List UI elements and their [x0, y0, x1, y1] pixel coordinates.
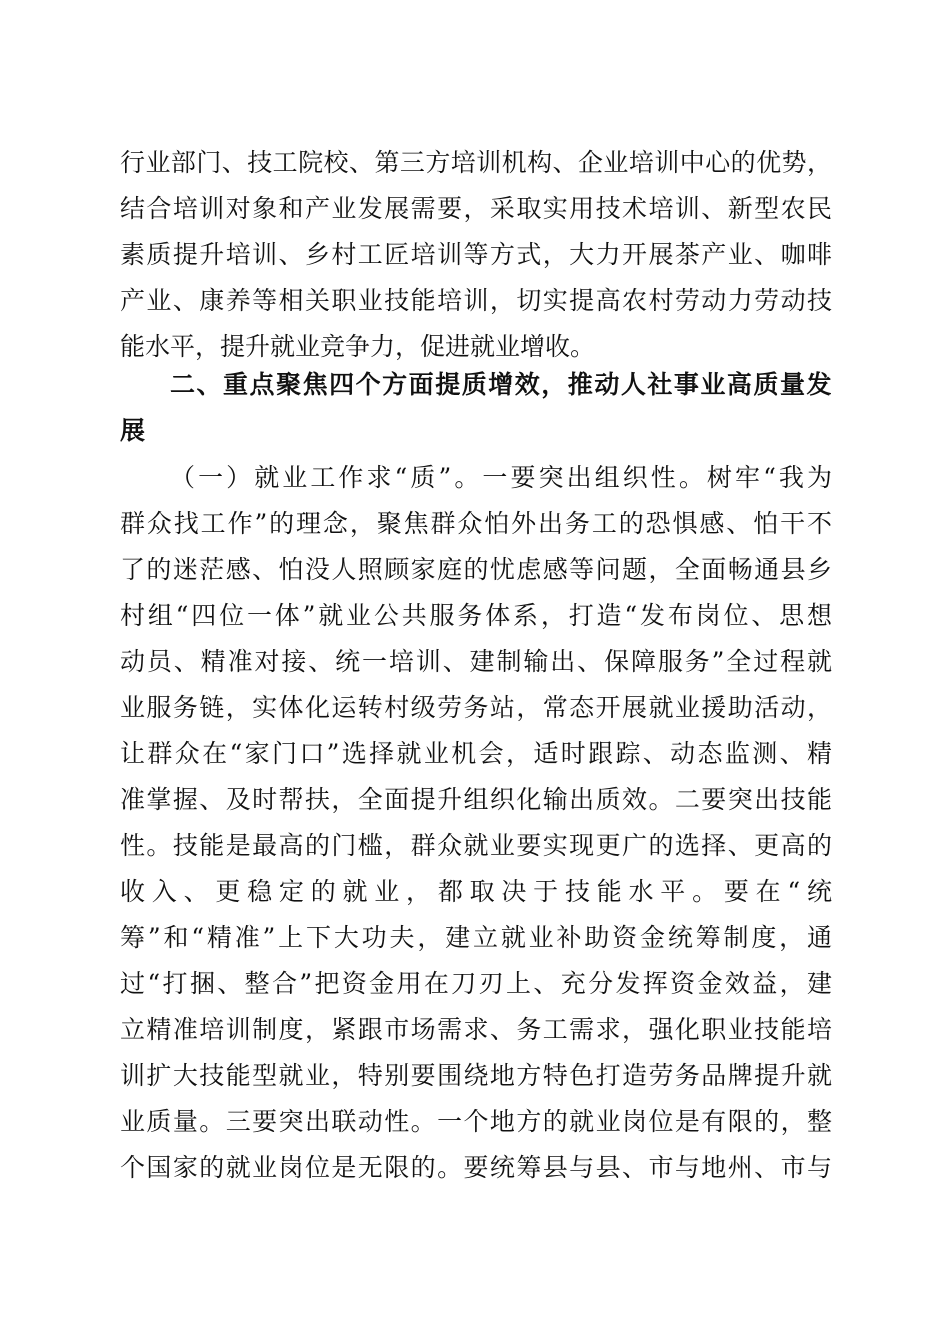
paragraph-line: 行业部门、技工院校、第三方培训机构、企业培训中心的优势，	[120, 148, 832, 177]
paragraph-line: 业质量。三要突出联动性。一个地方的就业岗位是有限的，整	[120, 1107, 832, 1136]
paragraph-line: 村组“四位一体”就业公共服务体系，打造“发布岗位、思想	[120, 601, 832, 630]
paragraph-line: 收入、更稳定的就业，都取决于技能水平。要在“统	[120, 877, 832, 906]
paragraph-line: （一）就业工作求“质”。一要突出组织性。树牢“我为	[170, 463, 832, 492]
paragraph-line: 了的迷茫感、怕没人照顾家庭的忧虑感等问题，全面畅通县乡	[120, 555, 832, 584]
paragraph-line: 筹”和“精准”上下大功夫，建立就业补助资金统筹制度，通	[120, 923, 832, 952]
paragraph-training	[120, 140, 832, 370]
paragraph-line: 训扩大技能型就业，特别要围绕地方特色打造劳务品牌提升就	[120, 1061, 832, 1090]
paragraph-line: 能水平，提升就业竞争力，促进就业增收。	[120, 332, 596, 361]
paragraph-line: 准掌握、及时帮扶，全面提升组织化输出质效。二要突出技能	[120, 785, 832, 814]
paragraph-line: 群众找工作”的理念，聚焦群众怕外出务工的恐惧感、怕干不	[120, 509, 832, 538]
section-heading	[120, 362, 832, 454]
heading-line: 二、重点聚焦四个方面提质增效，推动人社事业高质量发	[170, 370, 832, 399]
paragraph-line: 产业、康养等相关职业技能培训，切实提高农村劳动力劳动技	[120, 286, 832, 315]
paragraph-line: 个国家的就业岗位是无限的。要统筹县与县、市与地州、市与	[120, 1153, 832, 1182]
paragraph-line: 动员、精准对接、统一培训、建制输出、保障服务”全过程就	[120, 647, 832, 676]
paragraph-line: 素质提升培训、乡村工匠培训等方式，大力开展茶产业、咖啡	[120, 240, 832, 269]
heading-line: 展	[120, 416, 146, 445]
paragraph-line: 性。技能是最高的门槛，群众就业要实现更广的选择、更高的	[120, 831, 832, 860]
paragraph-employment	[120, 455, 832, 1191]
paragraph-line: 让群众在“家门口”选择就业机会，适时跟踪、动态监测、精	[120, 739, 832, 768]
paragraph-line: 立精准培训制度，紧跟市场需求、务工需求，强化职业技能培	[120, 1015, 832, 1044]
paragraph-line: 过“打捆、整合”把资金用在刀刃上、充分发挥资金效益，建	[120, 969, 832, 998]
paragraph-line: 结合培训对象和产业发展需要，采取实用技术培训、新型农民	[120, 194, 832, 223]
paragraph-line: 业服务链，实体化运转村级劳务站，常态开展就业援助活动，	[120, 693, 832, 722]
